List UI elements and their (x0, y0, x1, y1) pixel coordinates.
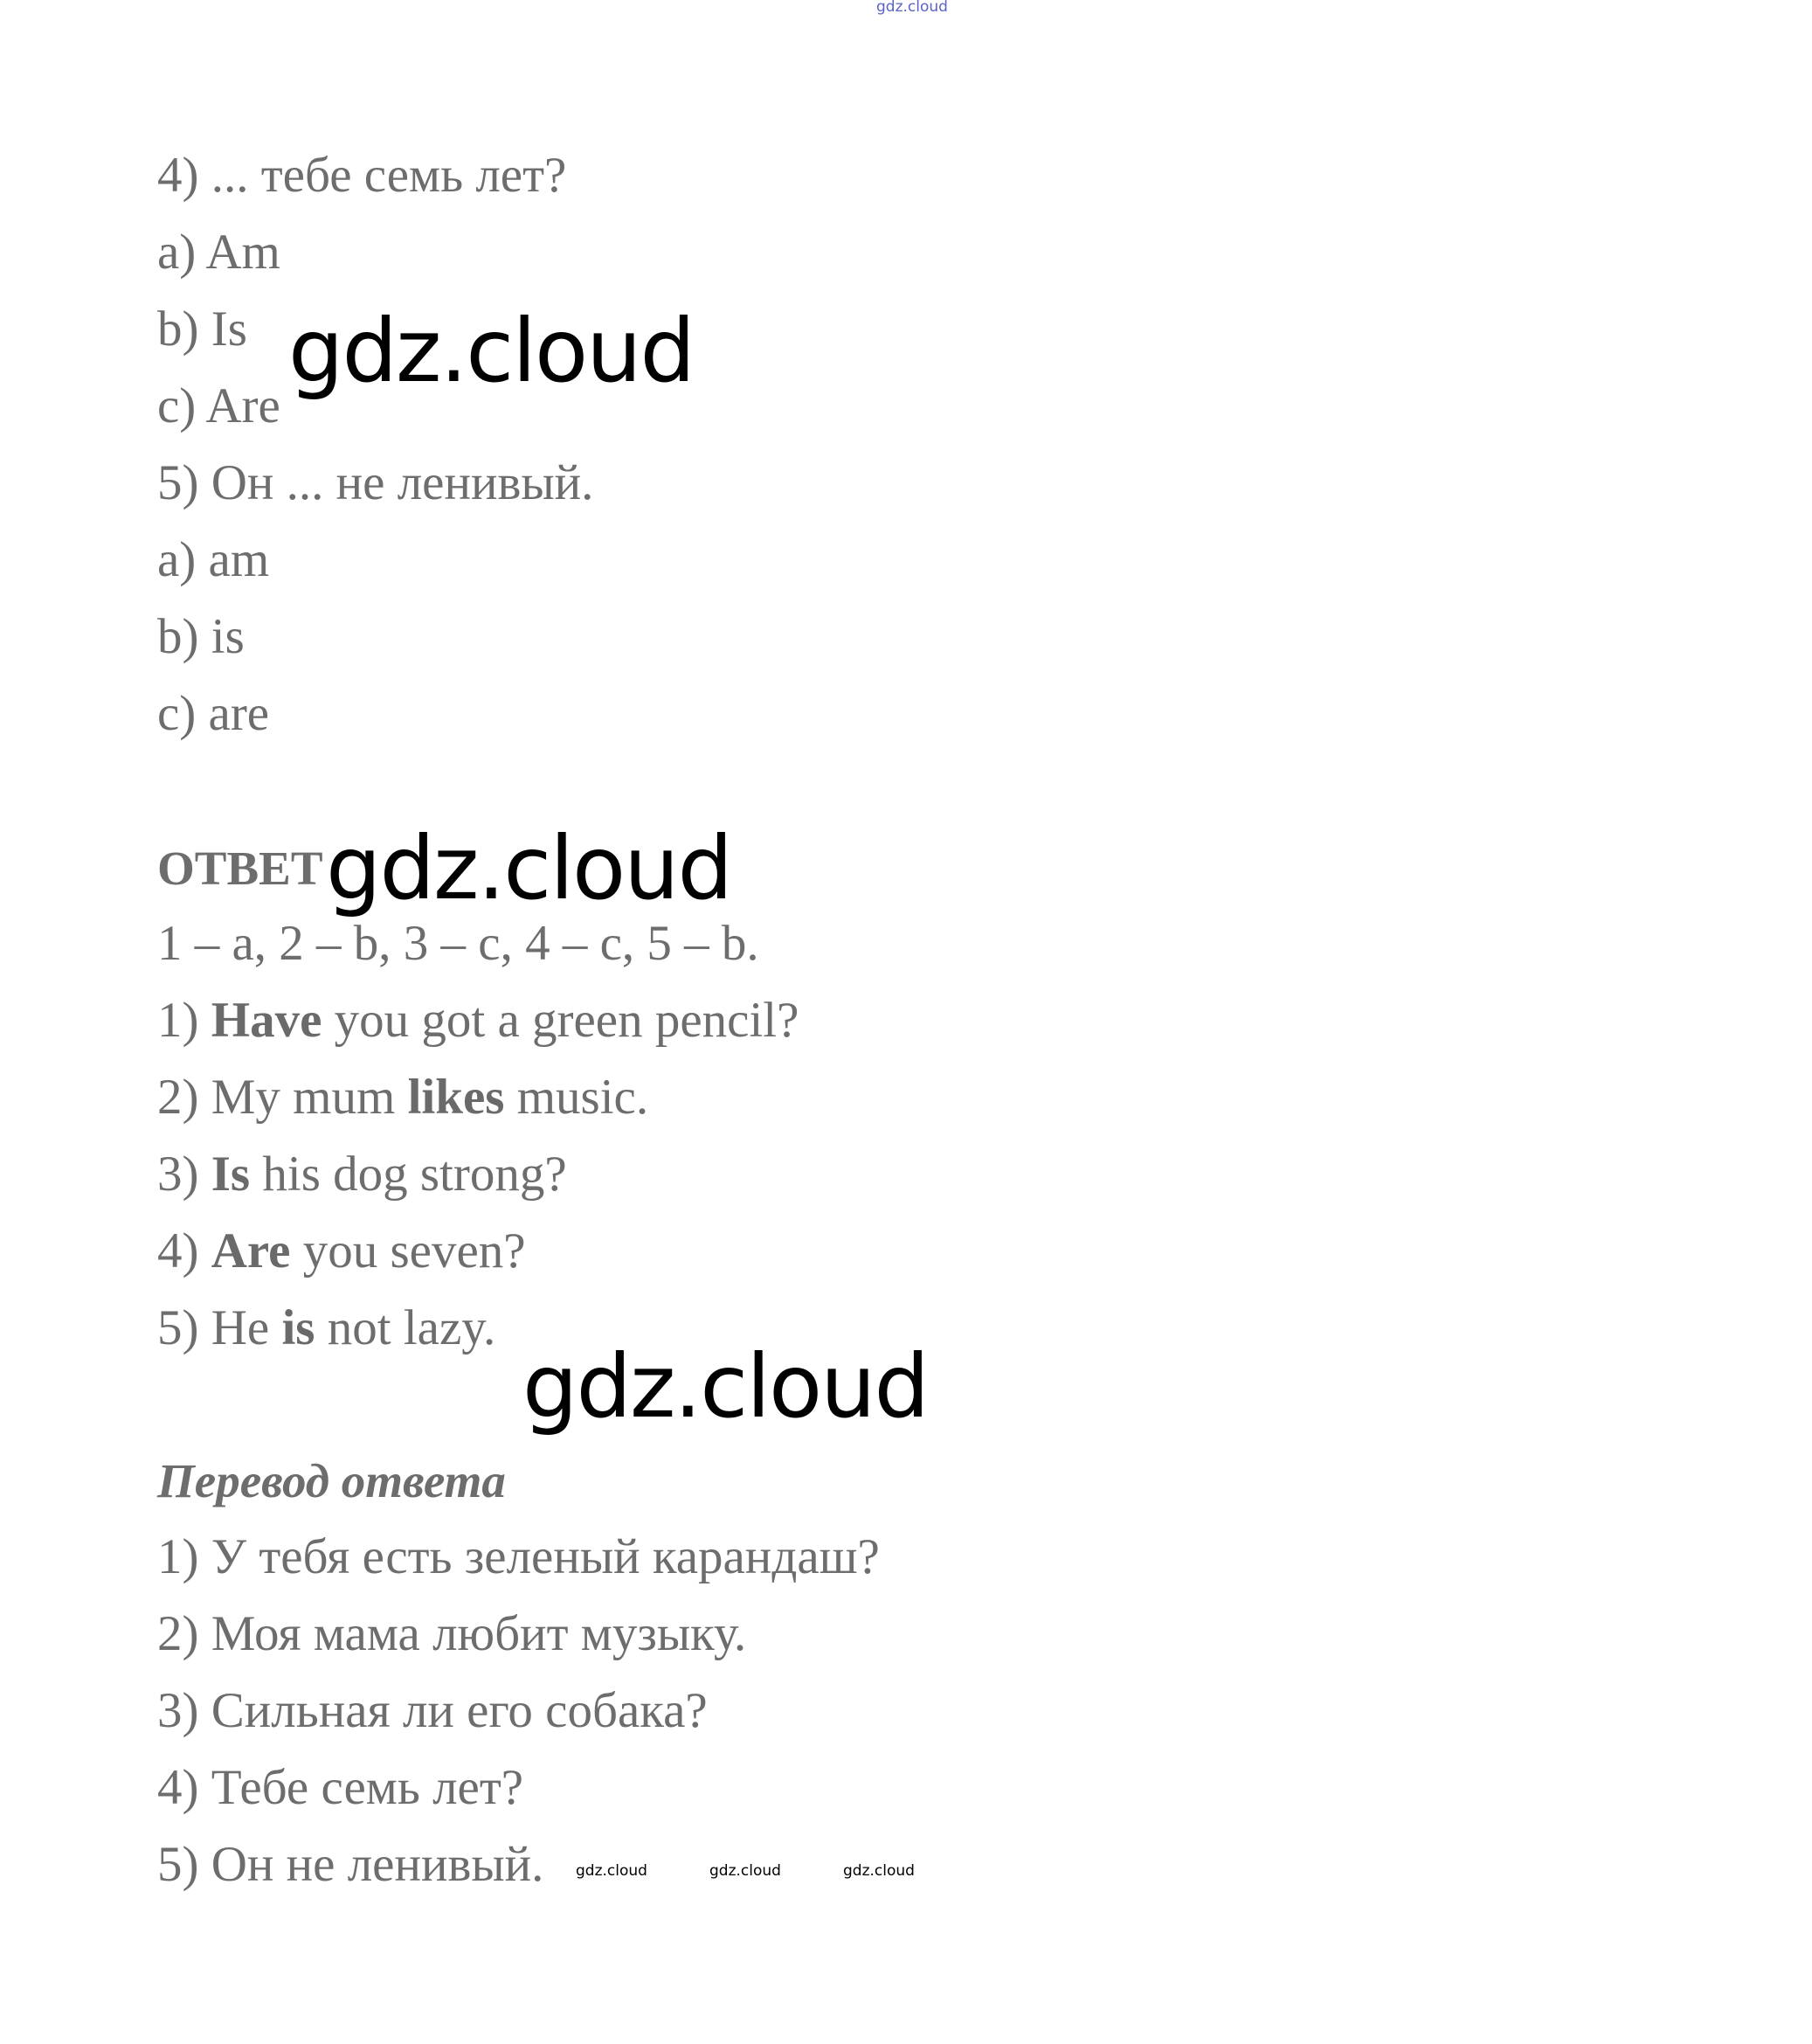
answer-sentence-4 (157, 1223, 526, 1278)
sentence-rest: you got a green pencil? (322, 993, 799, 1048)
answer-heading: ОТВЕТ (157, 842, 323, 895)
answer-word: is (281, 1300, 315, 1355)
sentence-number: 2) (157, 1070, 199, 1125)
translation-line-2: 2) Моя мама любит музыку. (157, 1606, 747, 1661)
watermark-big-2: gdz.cloud (326, 817, 732, 919)
question-5-option-c: c) are (157, 686, 270, 741)
watermark-small-3: gdz.cloud (843, 1862, 915, 1880)
watermark-small-2: gdz.cloud (709, 1862, 781, 1880)
question-5-option-b: b) is (157, 609, 245, 664)
watermark-small-1: gdz.cloud (576, 1862, 647, 1880)
question-5-option-a: a) am (157, 532, 270, 587)
sentence-pre: My mum (198, 1070, 408, 1125)
sentence-rest: his dog strong? (250, 1147, 567, 1202)
translation-line-1: 1) У тебя есть зеленый карандаш? (157, 1529, 880, 1584)
question-4-option-b: b) Is (157, 301, 247, 357)
sentence-number: 1) (157, 993, 199, 1048)
watermark-big-1: gdz.cloud (288, 300, 695, 402)
question-4-prompt: 4) ... тебе семь лет? (157, 148, 567, 203)
question-5-prompt: 5) Он ... не ленивый. (157, 455, 594, 510)
translation-line-4: 4) Тебе семь лет? (157, 1760, 524, 1815)
answer-word: Have (211, 993, 322, 1048)
answer-sentence-5 (157, 1300, 496, 1355)
answer-sentence-3 (157, 1147, 567, 1202)
answer-key: 1 – a, 2 – b, 3 – c, 4 – c, 5 – b. (157, 916, 759, 971)
answer-sentence-1 (157, 993, 799, 1048)
sentence-rest: you seven? (290, 1223, 526, 1278)
question-4-option-c: c) Are (157, 378, 280, 433)
answer-sentence-2 (157, 1070, 649, 1125)
sentence-rest: music. (504, 1070, 649, 1125)
watermark-top: gdz.cloud (876, 0, 948, 16)
sentence-pre: He (198, 1300, 282, 1355)
translation-line-3: 3) Сильная ли его собака? (157, 1683, 708, 1738)
answer-word: Is (211, 1147, 251, 1202)
answer-word: likes (407, 1070, 505, 1125)
sentence-rest: not lazy. (315, 1300, 496, 1355)
question-4-option-a: a) Am (157, 225, 280, 280)
translation-heading: Перевод ответа (157, 1454, 506, 1507)
sentence-number: 3) (157, 1147, 199, 1202)
watermark-big-3: gdz.cloud (522, 1335, 929, 1438)
translation-line-5: 5) Он не ленивый. (157, 1837, 544, 1892)
sentence-number: 5) (157, 1300, 199, 1355)
answer-word: Are (211, 1223, 291, 1278)
sentence-number: 4) (157, 1223, 199, 1278)
